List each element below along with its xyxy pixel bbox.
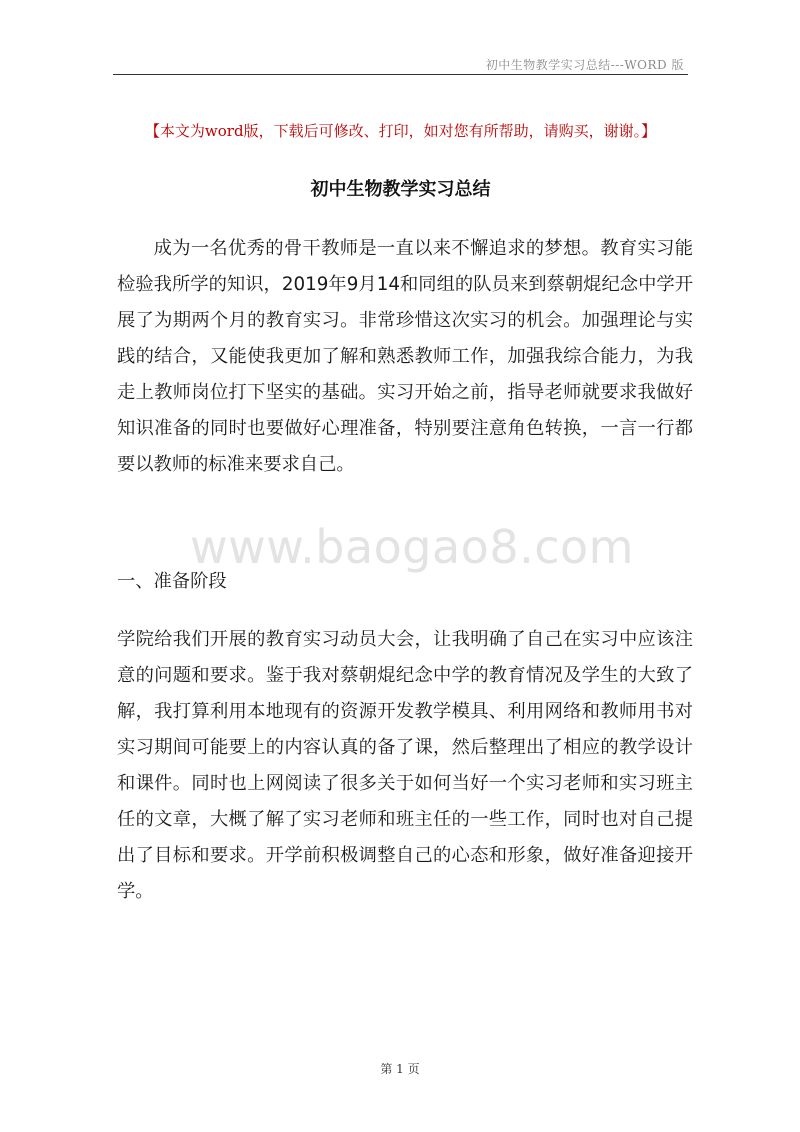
document-title: 初中生物教学实习总结 [310,179,491,200]
paragraph-intro: 成为一名优秀的骨干教师是一直以来不懈追求的梦想。教育实习能检验我所学的知识，2019年9月14和同组的队员来到蔡朝焜纪念中学开展了为期两个月的教育实习。非常珍惜这次实习的机会。加强理论与实践的结合，又能使我更加了解和熟悉教师工作，加强我综合能力，为我走上教师岗位打下坚实的基础。实习开始之前，指导老师就要求我做好知识准备的同时也要做好心理准备，特别要注意角色转换，一言一行都要以教师的标准来要求自己。 [117,238,693,475]
page-number: 第 1 页 [380,1062,420,1076]
paragraph-preparation: 学院给我们开展的教育实习动员大会，让我明确了自己在实习中应该注意的问题和要求。鉴于我对蔡朝焜纪念中学的教育情况及学生的大致了解，我打算利用本地现有的资源开发教学模具、利用网络和教师用书对实习期间可能要上的内容认真的备了课，然后整理出了相应的教学设计和课件。同时也上网阅读了很多关于如何当好一个实习老师和实习班主任的文章，大概了解了实习老师和班主任的一些工作，同时也对自己提出了目标和要求。开学前积极调整自己的心态和形象，做好准备迎接开学。 [117,629,693,902]
site-watermark: www.baogao8.com [190,520,634,574]
header-divider [113,74,688,75]
section-heading-preparation: 一、准备阶段 [117,571,227,592]
download-notice: 【本文为word版，下载后可修改、打印，如对您有所帮助，请购买，谢谢。】 [144,122,657,140]
running-header: 初中生物教学实习总结---WORD 版 [485,58,684,72]
